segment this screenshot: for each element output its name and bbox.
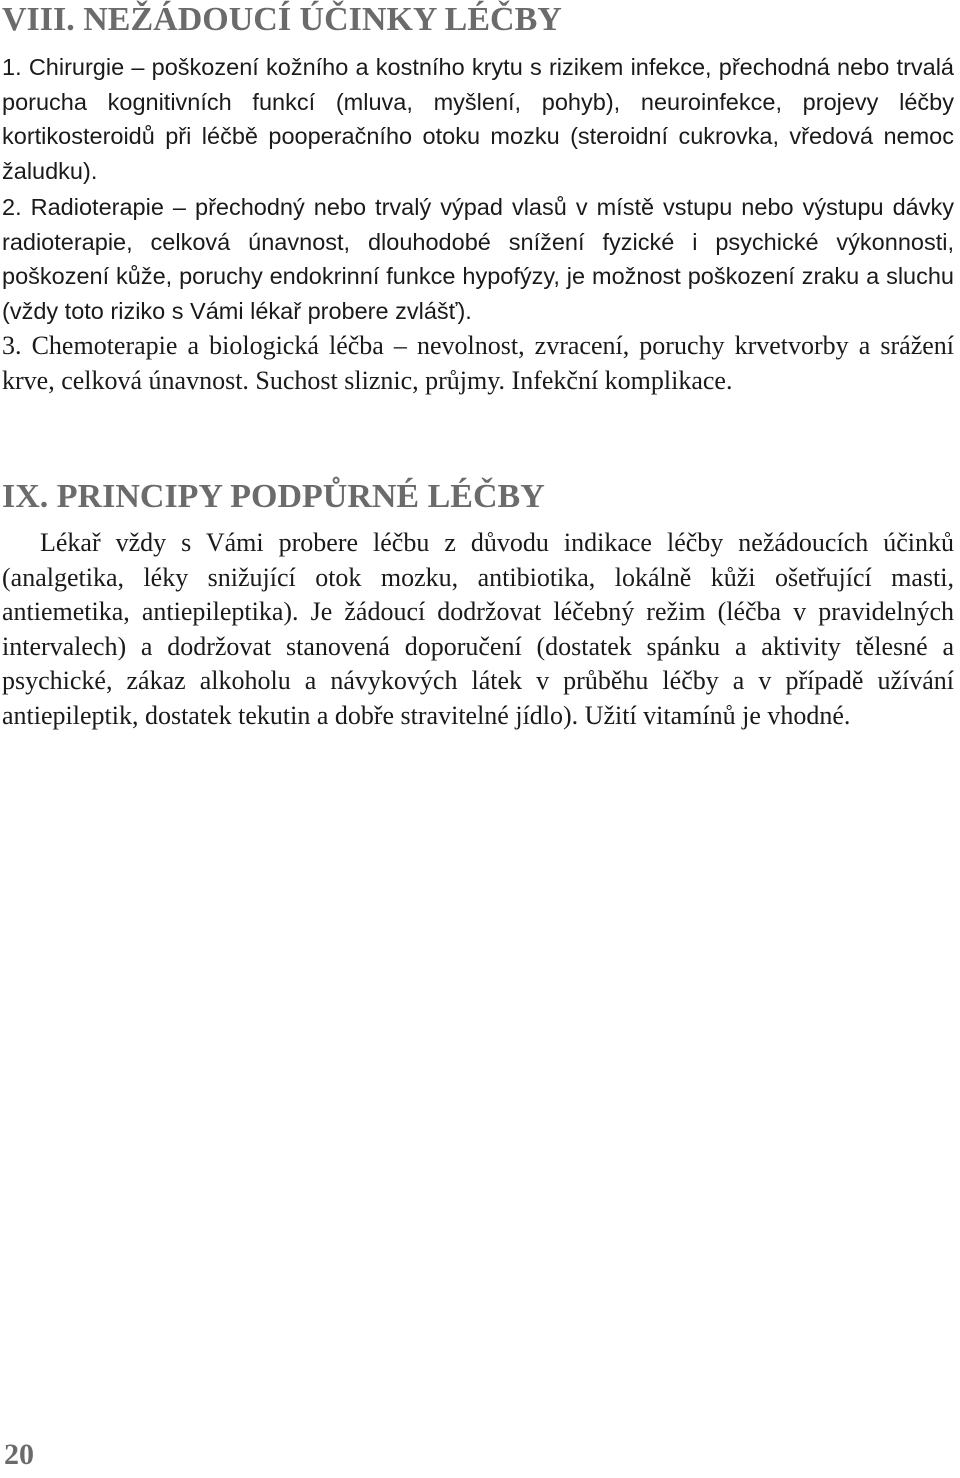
section-heading-ix: IX. PRINCIPY PODPŮRNÉ LÉČBY bbox=[2, 478, 545, 515]
support-care-paragraph: Lékař vždy s Vámi probere léčbu z důvodu indikace léčby nežádoucích účinků (analgetika, léky snižující otok mozku, antibiotika, lokálně kůži ošetřující masti, antiemetika, antiepileptika). Je žádoucí dodržovat léčebný režim (léčba v pravidelných intervalech) a dodržovat stanovená doporučení (dostatek spánku a aktivity tělesné a psychické, zákaz alkoholu a návykových látek v průběhu léčby a v případě užívání antiepileptik, dostatek tekutin a dobře stravitelné jídlo). Užití vitamínů je vhodné. bbox=[2, 528, 954, 730]
list-item-text: Chemoterapie a biologická léčba – nevolnost, zvracení, poruchy krvetvorby a srážení krve, celková únavnost. Suchost sliznic, průjmy. Infekční komplikace. bbox=[2, 331, 954, 395]
page-number: 20 bbox=[4, 1438, 34, 1471]
list-item-number: 3. bbox=[2, 331, 22, 360]
list-item-chemotherapy bbox=[2, 329, 954, 398]
list-item-text: Chirurgie – poškození kožního a kostního krytu s rizikem infekce, přechodná nebo trvalá porucha kognitivních funkcí (mluva, myšlení, pohyb), neuroinfekce, projevy léčby kortikosteroidů při léčbě pooperačního otoku mozku (steroidní cukrovka, vředová nemoc žaludku). bbox=[2, 54, 955, 184]
list-item-number: 1. bbox=[2, 54, 22, 80]
list-item-text: Radioterapie – přechodný nebo trvalý výpad vlasů v místě vstupu nebo výstupu dávky radioterapie, celková únavnost, dlouhodobé snížení fyzické i psychické výkonnosti, poškození kůže, poruchy endokrinní funkce hypofýzy, je možnost poškození zraku a sluchu (vždy toto riziko s Vámi lékař probere zvlášť). bbox=[2, 194, 955, 324]
list-item-number: 2. bbox=[2, 194, 22, 220]
section-heading-viii: VIII. NEŽÁDOUCÍ ÚČINKY LÉČBY bbox=[2, 1, 562, 38]
list-item-radiotherapy bbox=[2, 190, 954, 328]
list-item-surgery bbox=[2, 50, 954, 188]
